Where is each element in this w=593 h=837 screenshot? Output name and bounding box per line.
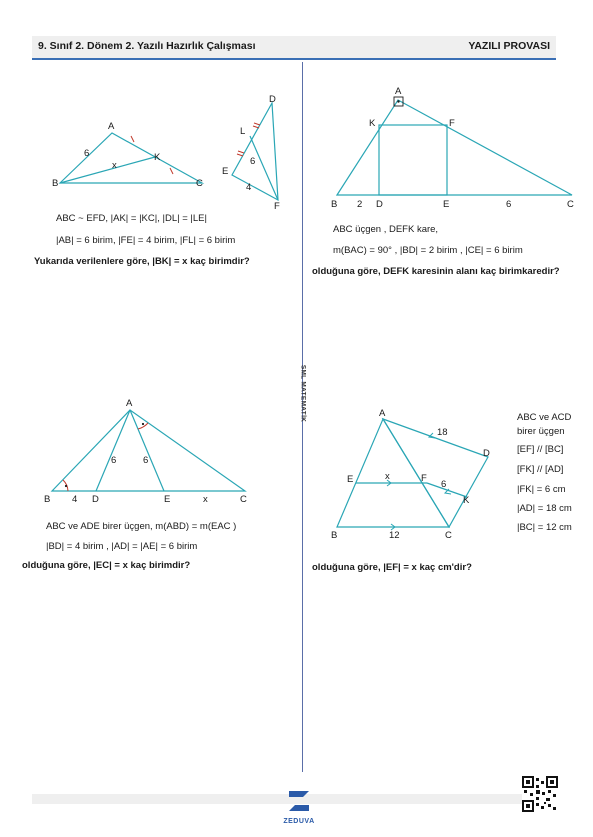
q4-segment-fk — [427, 483, 467, 497]
q3-label-four: 4 — [72, 494, 78, 505]
q1-label-e: E — [222, 166, 229, 177]
q1-segment-fl — [250, 136, 278, 200]
q2-label-k: K — [369, 118, 376, 129]
q2-square-defk — [379, 125, 447, 195]
q3-figure — [40, 395, 265, 510]
q4-triangle-acd — [383, 419, 488, 527]
q2-label-a: A — [395, 86, 402, 97]
q3-label-c: C — [240, 494, 247, 505]
q2-figure — [325, 82, 585, 212]
q3-label-six2: 6 — [143, 455, 149, 466]
q3-label-e: E — [164, 494, 171, 505]
q2-label-f: F — [449, 118, 455, 129]
q1-figure — [50, 90, 290, 210]
q2-label-two: 2 — [357, 199, 363, 210]
q3-given-line2: |BD| = 4 birim , |AD| = |AE| = 6 birim — [46, 541, 198, 552]
header-badge: YAZILI PROVASI — [468, 40, 550, 52]
q4-label-f: F — [421, 473, 427, 484]
q4-label-e: E — [347, 474, 354, 485]
side-label — [296, 362, 310, 432]
q4-given-1: birer üçgen — [517, 426, 565, 437]
qr-code-icon[interactable] — [522, 776, 558, 812]
q1-label-k: K — [154, 152, 161, 163]
page-header — [32, 36, 556, 60]
q4-label-six: 6 — [441, 479, 447, 490]
q4-label-eighteen: 18 — [437, 427, 448, 438]
q1-label-l: L — [240, 126, 246, 137]
q2-triangle-abc — [337, 100, 572, 195]
q3-label-x: x — [203, 494, 208, 505]
q3-triangle-abc — [52, 410, 245, 491]
q2-given-line2: m(BAC) = 90° , |BD| = 2 birim , |CE| = 6 birim — [333, 245, 523, 256]
q4-given-3: [FK] // [AD] — [517, 464, 564, 475]
q1-triangle-abc — [60, 133, 202, 183]
q3-segment-ad — [96, 410, 130, 491]
q4-label-c: C — [445, 530, 452, 541]
header-title: 9. Sınıf 2. Dönem 2. Yazılı Hazırlık Çalışması — [38, 40, 256, 52]
q1-label-six: 6 — [84, 148, 90, 159]
q2-given-line1: ABC üçgen , DEFK kare, — [333, 224, 439, 235]
q1-label-x: x — [112, 160, 117, 171]
q1-question: Yukarıda verilenlere göre, |BK| = x kaç birimdir? — [34, 256, 250, 267]
q3-given-line1: ABC ve ADE birer üçgen, m(ABD) = m(EAC ) — [46, 521, 237, 532]
q1-label-c: C — [196, 178, 203, 189]
q2-label-b: B — [331, 199, 338, 210]
q4-question: olduğuna göre, |EF| = x kaç cm'dir? — [312, 562, 472, 573]
q1-label-four: 4 — [246, 182, 252, 193]
q4-label-k: K — [463, 495, 470, 506]
side-label-text: SML MATEMATİK — [299, 364, 307, 423]
q3-question: olduğuna göre, |EC| = x kaç birimdir? — [22, 560, 191, 571]
q3-label-d: D — [92, 494, 99, 505]
q4-label-b: B — [331, 530, 338, 541]
q2-label-c: C — [567, 199, 574, 210]
q4-given-5: |AD| = 18 cm — [517, 503, 572, 514]
q1-label-six2: 6 — [250, 156, 256, 167]
q4-given-6: |BC| = 12 cm — [517, 522, 572, 533]
q1-label-d: D — [269, 94, 276, 105]
q1-given-line2: |AB| = 6 birim, |FE| = 4 birim, |FL| = 6 birim — [56, 235, 236, 246]
q3-label-b: B — [44, 494, 51, 505]
q1-label-f: F — [274, 201, 280, 210]
q4-given-0: ABC ve ACD — [517, 412, 572, 423]
q4-label-twelve: 12 — [389, 530, 400, 541]
q3-label-six1: 6 — [111, 455, 117, 466]
q4-given-4: |FK| = 6 cm — [517, 484, 566, 495]
q2-label-e: E — [443, 199, 450, 210]
q4-label-d: D — [483, 448, 490, 459]
q1-label-b: B — [52, 178, 59, 189]
q2-label-six: 6 — [506, 199, 512, 210]
q2-question: olduğuna göre, DEFK karesinin alanı kaç birimkaredir? — [312, 266, 560, 277]
q3-label-a: A — [126, 398, 133, 409]
q4-given-2: [EF] // [BC] — [517, 444, 564, 455]
q4-label-a: A — [379, 408, 386, 419]
q4-figure — [325, 405, 505, 545]
brand-name: ZEDUVA — [283, 818, 315, 825]
q4-label-x: x — [385, 471, 390, 482]
q1-given-line1: ABC ~ EFD, |AK| = |KC|, |DL| = |LE| — [56, 213, 207, 224]
q2-label-d: D — [376, 199, 383, 210]
q1-label-a: A — [108, 121, 115, 132]
